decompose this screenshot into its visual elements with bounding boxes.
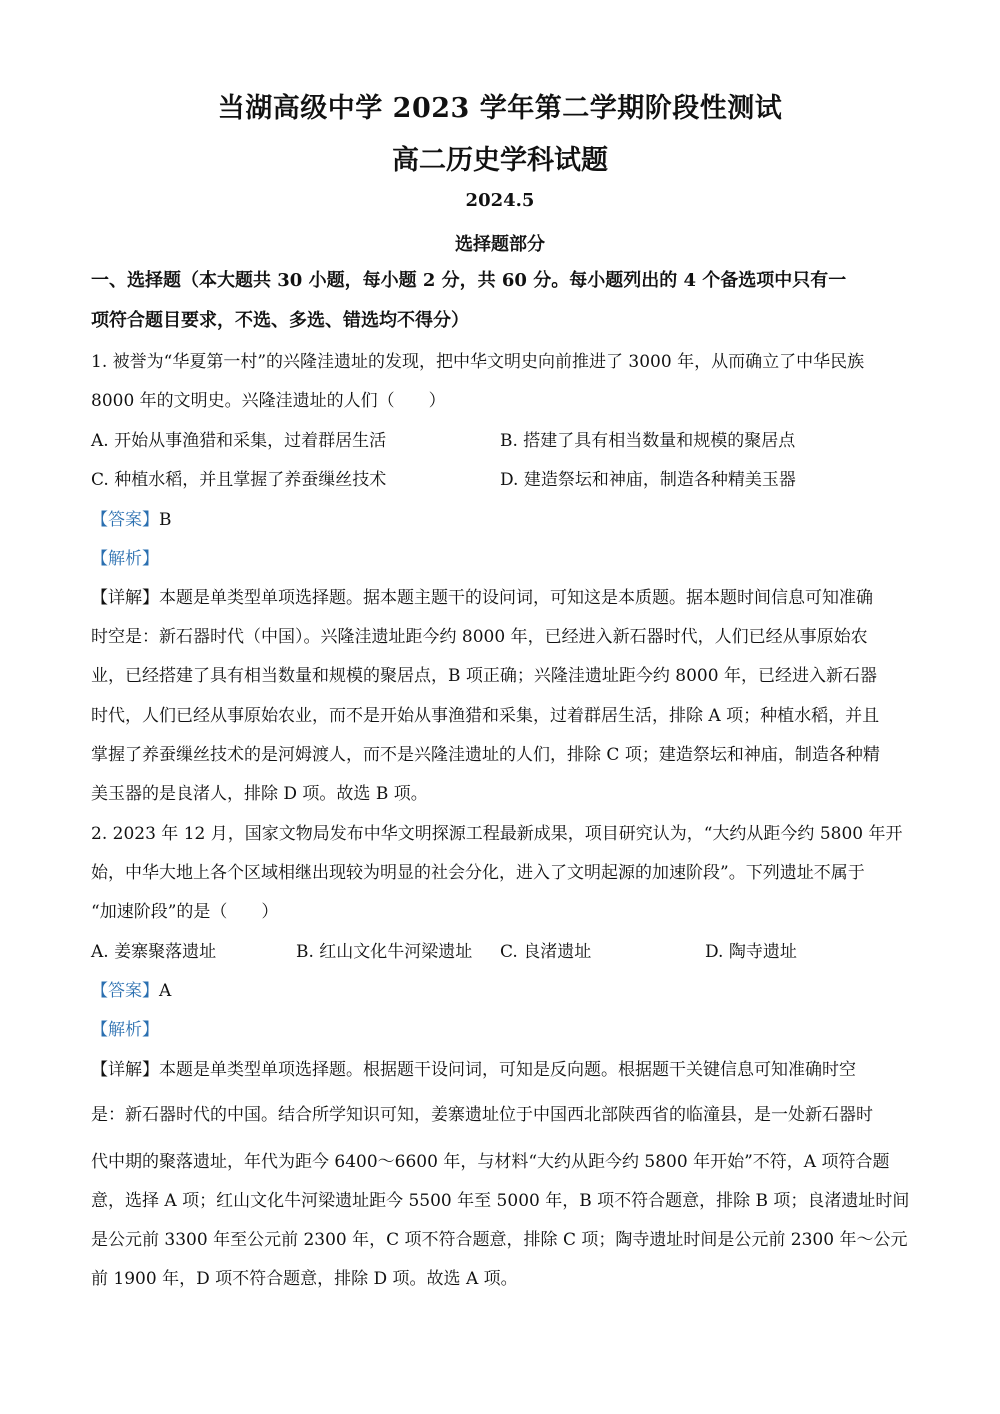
q1-detail-line3: 业，已经搭建了具有相当数量和规模的聚居点，B 项正确；兴隆洼遗址距今约 8000 年，已经进入新石器 (91, 666, 877, 686)
q1-option-c: C. 种植水稻，并且掌握了养蚕缫丝技术 (91, 470, 387, 490)
q1-stem-line1: 1. 被誉为“华夏第一村”的兴隆洼遗址的发现，把中华文明史向前推进了 3000 年，从而确立了中华民族 (91, 352, 865, 372)
q1-detail-line4: 时代，人们已经从事原始农业，而不是开始从事渔猎和采集，过着群居生活，排除 A 项；种植水稻，并且 (91, 706, 880, 726)
q2-detail-line2: 是：新石器时代的中国。结合所学知识可知，姜寨遗址位于中国西北部陕西省的临潼县，是一处新石器时 (91, 1105, 873, 1125)
q2-stem-line1: 2. 2023 年 12 月，国家文物局发布中华文明探源工程最新成果，项目研究认为，“大约从距今约 5800 年开 (91, 824, 903, 844)
q2-answer-value: A (159, 981, 172, 1001)
q1-detail-tag: 【详解】 (91, 588, 159, 608)
q2-option-a: A. 姜寨聚落遗址 (91, 942, 217, 962)
q2-stem-line2: 始，中华大地上各个区域相继出现较为明显的社会分化，进入了文明起源的加速阶段”。下列遗址不属于 (91, 863, 865, 883)
q1-answer-tag: 【答案】 (91, 510, 159, 530)
section-heading-line2: 项符合题目要求，不选、多选、错选均不得分） (91, 310, 469, 331)
section-heading-line1: 一、选择题（本大题共 30 小题，每小题 2 分，共 60 分。每小题列出的 4 个备选项中只有一 (91, 270, 847, 291)
q1-option-a: A. 开始从事渔猎和采集，过着群居生活 (91, 431, 387, 451)
q2-detail-line1 (91, 1055, 856, 1080)
q1-answer (91, 505, 172, 530)
q2-detail-line6: 前 1900 年，D 项不符合题意，排除 D 项。故选 A 项。 (91, 1269, 518, 1289)
exam-subtitle: 高二历史学科试题 (392, 145, 608, 176)
q2-detail-line3: 代中期的聚落遗址，年代为距今 6400～6600 年，与材料“大约从距今约 5800 年开始”不符，A 项符合题 (91, 1152, 890, 1172)
q2-option-c: C. 良渚遗址 (500, 942, 592, 962)
q1-option-b: B. 搭建了具有相当数量和规模的聚居点 (500, 431, 796, 451)
q1-answer-value: B (159, 510, 172, 530)
q2-answer-tag: 【答案】 (91, 981, 159, 1001)
q2-detail-tag: 【详解】 (91, 1060, 159, 1080)
exam-date: 2024.5 (465, 190, 535, 211)
q2-option-d: D. 陶寺遗址 (705, 942, 797, 962)
q1-detail-line2: 时空是：新石器时代（中国）。兴隆洼遗址距今约 8000 年，已经进入新石器时代，人们已经从事原始农 (91, 627, 868, 647)
q1-detail-line5: 掌握了养蚕缫丝技术的是河姆渡人，而不是兴隆洼遗址的人们，排除 C 项；建造祭坛和神庙，制造各种精 (91, 745, 880, 765)
q2-stem-line3: “加速阶段”的是（ ） (91, 902, 279, 922)
q1-detail-line1 (91, 583, 873, 608)
q1-stem-line2: 8000 年的文明史。兴隆洼遗址的人们（ ） (91, 391, 446, 411)
q2-analysis-tag: 【解析】 (91, 1020, 159, 1040)
exam-title: 当湖高级中学 2023 学年第二学期阶段性测试 (217, 93, 783, 124)
part-title: 选择题部分 (455, 234, 545, 255)
q1-analysis-tag: 【解析】 (91, 549, 159, 569)
q2-detail-line5: 是公元前 3300 年至公元前 2300 年，C 项不符合题意，排除 C 项；陶寺遗址时间是公元前 2300 年～公元 (91, 1230, 908, 1250)
q1-detail-line6: 美玉器的是良渚人，排除 D 项。故选 B 项。 (91, 784, 428, 804)
q2-answer (91, 976, 171, 1001)
q1-option-d: D. 建造祭坛和神庙，制造各种精美玉器 (500, 470, 796, 490)
q1-detail-text1: 本题是单类型单项选择题。据本题主题干的设问词，可知这是本质题。据本题时间信息可知准确 (159, 588, 873, 608)
q2-option-b: B. 红山文化牛河梁遗址 (296, 942, 473, 962)
q2-detail-line4: 意，选择 A 项；红山文化牛河梁遗址距今 5500 年至 5000 年，B 项不符合题意，排除 B 项；良渚遗址时间 (91, 1191, 910, 1211)
q2-detail-text1: 本题是单类型单项选择题。根据题干设问词，可知是反向题。根据题干关键信息可知准确时空 (159, 1060, 856, 1080)
